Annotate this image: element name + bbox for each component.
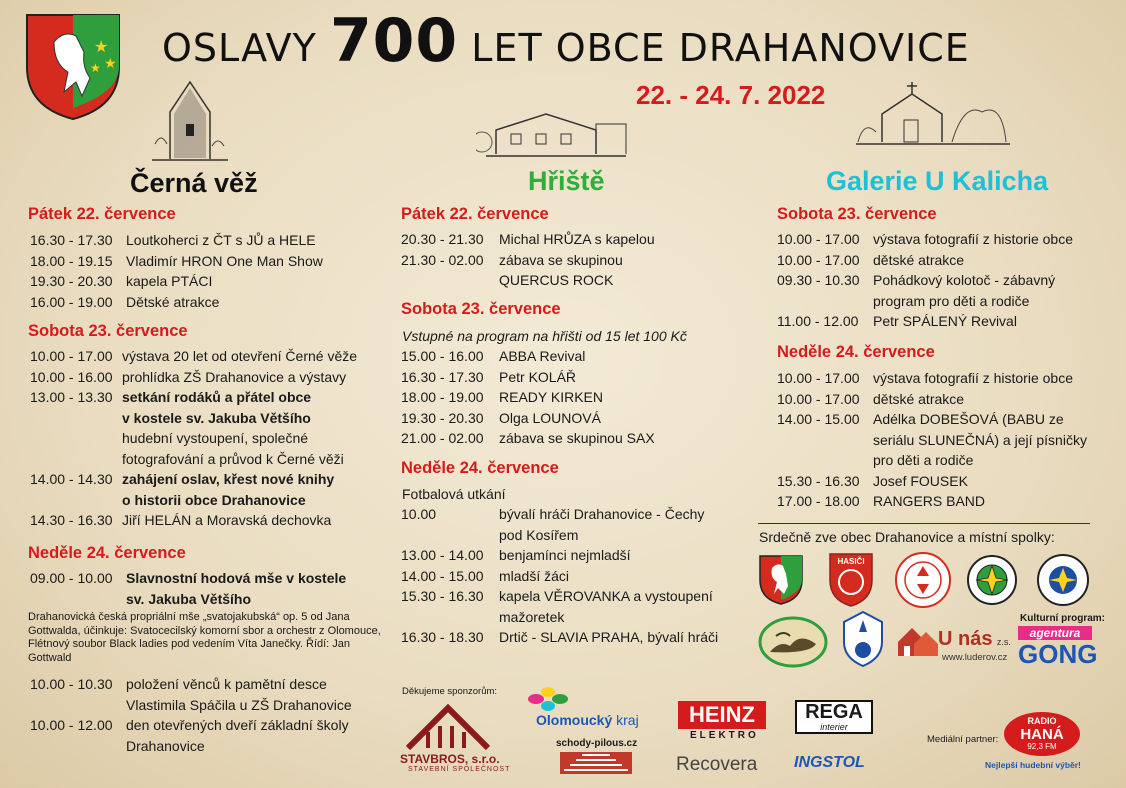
col1-sunday-list-2 (30, 674, 380, 756)
col2-friday-list (401, 229, 741, 291)
col2-saturday-list (401, 346, 741, 449)
list-item: 10.00 - 16.00 prohlídka ZŠ Drahanovice a výstavy (30, 368, 347, 385)
kulturni-label: Kulturní program: (1020, 613, 1105, 624)
invite-divider (758, 523, 1090, 524)
list-item: 09.00 - 10.00 Slavnostní hodová mše v kostele sv. Jakuba Většího (30, 570, 347, 607)
list-item: 19.30 - 20.30 Olga LOUNOVÁ (401, 409, 601, 426)
gallery-chapel-sketch (852, 80, 1014, 150)
heinz-sub: ELEKTRO (690, 730, 759, 741)
list-item: 13.00 - 13.30 setkání rodáků a přátel obce v kostele sv. Jakuba Většího hudební vystoupení, společné fotografování a průvod k Černé věži (30, 389, 344, 467)
list-item: 11.00 - 12.00 Petr SPÁLENÝ Revival (777, 313, 1017, 329)
olomoucky-kraj-flower-icon (526, 684, 570, 714)
list-item: 15.00 - 16.00 ABBA Revival (401, 348, 586, 364)
event-date: 22. - 24. 7. 2022 (636, 80, 826, 110)
col2-sunday-day: Neděle 24. července (401, 459, 559, 477)
hasici-logo (826, 552, 876, 608)
list-item: 21.00 - 02.00 zábava se skupinou SAX (401, 430, 655, 446)
col1-saturday-day: Sobota 23. července (28, 322, 188, 340)
list-item: 10.00 - 17.00 dětské atrakce (777, 251, 965, 268)
ingstol-logo: INGSTOL (794, 754, 865, 771)
sdh-badge-red-logo (894, 551, 952, 609)
radio-hana-logo: RADIO HANÁ 92,3 FM (1004, 712, 1080, 756)
col3-saturday-list (777, 229, 1107, 332)
col2-friday-day: Pátek 22. července (401, 205, 549, 223)
heading-hriste: Hřiště (528, 166, 605, 196)
list-item: 17.00 - 18.00 RANGERS BAND (777, 493, 986, 509)
list-item: 20.30 - 21.30 Michal HRŮZA s kapelou (401, 231, 655, 247)
col1-friday-day: Pátek 22. července (28, 205, 176, 223)
title-part-obce: LET OBCE DRAHANOVICE (458, 26, 970, 70)
recovera-logo: Recovera (676, 754, 758, 775)
sdh-badge-green-logo (966, 554, 1018, 606)
list-item: 14.00 - 15.00 mladší žáci (401, 567, 570, 584)
col3-sunday-list (777, 368, 1107, 512)
list-item: 09.30 - 10.30 Pohádkový kolotoč - zábavný program pro děti a rodiče (777, 272, 1056, 309)
col2-saturday-day: Sobota 23. července (401, 300, 561, 318)
col2-sunday-sub: Fotbalová utkání (402, 486, 506, 502)
list-item: 14.00 - 15.00 Adélka DOBEŠOVÁ (BABU ze seriálu SLUNEČNÁ) a její písničky pro děti a rodiče (777, 411, 1087, 468)
media-partner-label: Mediální partner: (927, 734, 999, 745)
village-coat-small-logo (758, 554, 804, 606)
heinz-logo: HEINZ (678, 701, 766, 729)
col1-friday-list (30, 230, 380, 312)
list-item: 16.30 - 18.30 Drtič - SLAVIA PRAHA, bývalí hráči (401, 629, 719, 645)
sokol-shield-logo (842, 610, 884, 668)
heading-galerie: Galerie U Kalicha (826, 166, 1049, 196)
col2-saturday-note: Vstupné na program na hřišti od 15 let 100 Kč (402, 328, 687, 344)
list-item: 10.00 - 12.00 den otevřených dveří základní školy Drahanovice (30, 717, 349, 754)
playground-sketch (476, 94, 636, 162)
svg-text:★: ★ (90, 61, 101, 75)
page-title (162, 6, 970, 76)
svg-text:★: ★ (94, 37, 109, 56)
list-item: 10.00 - 17.00 výstava fotografií z historie obce (777, 231, 1073, 247)
list-item: 10.00 bývalí hráči Drahanovice - Čechy pod Kosířem (401, 506, 705, 543)
list-item: 14.00 - 14.30 zahájení oslav, křest nové knihy o historii obce Drahanovice (30, 471, 335, 508)
u-nas-house-icon (896, 624, 940, 658)
list-item: 16.30 - 17.30 Loutkoherci z ČT s JŮ a HELE (30, 232, 316, 248)
stavbros-roof-icon (404, 702, 492, 750)
list-item: 14.30 - 16.30 Jiří HELÁN a Moravská dechovka (30, 512, 332, 528)
title-part-700: 700 (329, 6, 459, 76)
col3-saturday-day: Sobota 23. července (777, 205, 937, 223)
title-part-oslavy: OSLAVY (162, 26, 330, 70)
col2-sunday-list (401, 504, 741, 648)
list-item: 16.00 - 19.00 Dětské atrakce (30, 293, 220, 310)
coat-of-arms-logo (24, 12, 122, 122)
rega-logo: REGA interier (795, 700, 873, 734)
u-nas-url: www.luderov.cz (942, 652, 1008, 663)
list-item: 10.00 - 17.00 výstava fotografií z historie obce (777, 370, 1073, 386)
sports-badge-logo (1036, 553, 1090, 607)
agentura-gong-logo: agentura GONG (1018, 626, 1098, 669)
stavbros-sub: STAVEBNÍ SPOLEČNOST (408, 766, 511, 773)
col1-saturday-list (30, 346, 380, 531)
stavbros-name: STAVBROS, s.r.o. (400, 752, 500, 766)
svg-text:HASIČI: HASIČI (837, 557, 865, 566)
schody-pilous-stairs-icon (560, 752, 632, 774)
list-item: 10.00 - 17.00 dětské atrakce (777, 390, 965, 407)
col1-sunday-day: Neděle 24. července (28, 544, 186, 562)
svg-text:★: ★ (104, 56, 117, 72)
list-item: 10.00 - 17.00 výstava 20 let od otevření Černé věže (30, 348, 358, 364)
list-item: 19.30 - 20.30 kapela PTÁCI (30, 273, 213, 289)
list-item: 16.30 - 17.30 Petr KOLÁŘ (401, 368, 577, 385)
hunters-club-logo (758, 616, 828, 668)
col1-sunday-list (30, 568, 380, 609)
radio-slogan: Nejlepší hudební výběr! (985, 760, 1081, 770)
mass-note: Drahanovická česká propriální mše „svatojakubská“ op. 5 od Jana Gottwalda, účinkuje: Svatocecilský komorní sbor a orchestr z Olomouce, Flétnový soubor Black ladies pod vedením Víta Janečky. Řídí: Jan Gottwald (28, 611, 381, 664)
u-nas-logo-text: U nás z.s. (938, 628, 1011, 650)
list-item: 15.30 - 16.30 kapela VĚROVANKA a vystoupení mažoretek (401, 588, 713, 625)
list-item: 21.30 - 02.00 zábava se skupinou QUERCUS ROCK (401, 251, 623, 288)
list-item: 10.00 - 10.30 položení věnců k pamětní desce Vlastimila Spáčila u ZŠ Drahanovice (30, 676, 352, 713)
list-item: 15.30 - 16.30 Josef FOUSEK (777, 472, 968, 489)
list-item: 18.00 - 19.00 READY KIRKEN (401, 389, 603, 405)
invite-text: Srdečně zve obec Drahanovice a místní spolky: (759, 529, 1055, 545)
sponsors-label: Děkujeme sponzorům: (402, 686, 498, 697)
list-item: 13.00 - 14.00 benjamínci nejmladší (401, 547, 631, 563)
olomoucky-kraj-logo: Olomoucký kraj (536, 712, 639, 728)
list-item: 18.00 - 19.15 Vladimír HRON One Man Show (30, 252, 323, 269)
schody-pilous-url: schody-pilous.cz (556, 738, 638, 749)
heading-cerna-vez: Černá věž (130, 168, 258, 198)
black-tower-sketch (150, 74, 230, 164)
col3-sunday-day: Neděle 24. července (777, 343, 935, 361)
